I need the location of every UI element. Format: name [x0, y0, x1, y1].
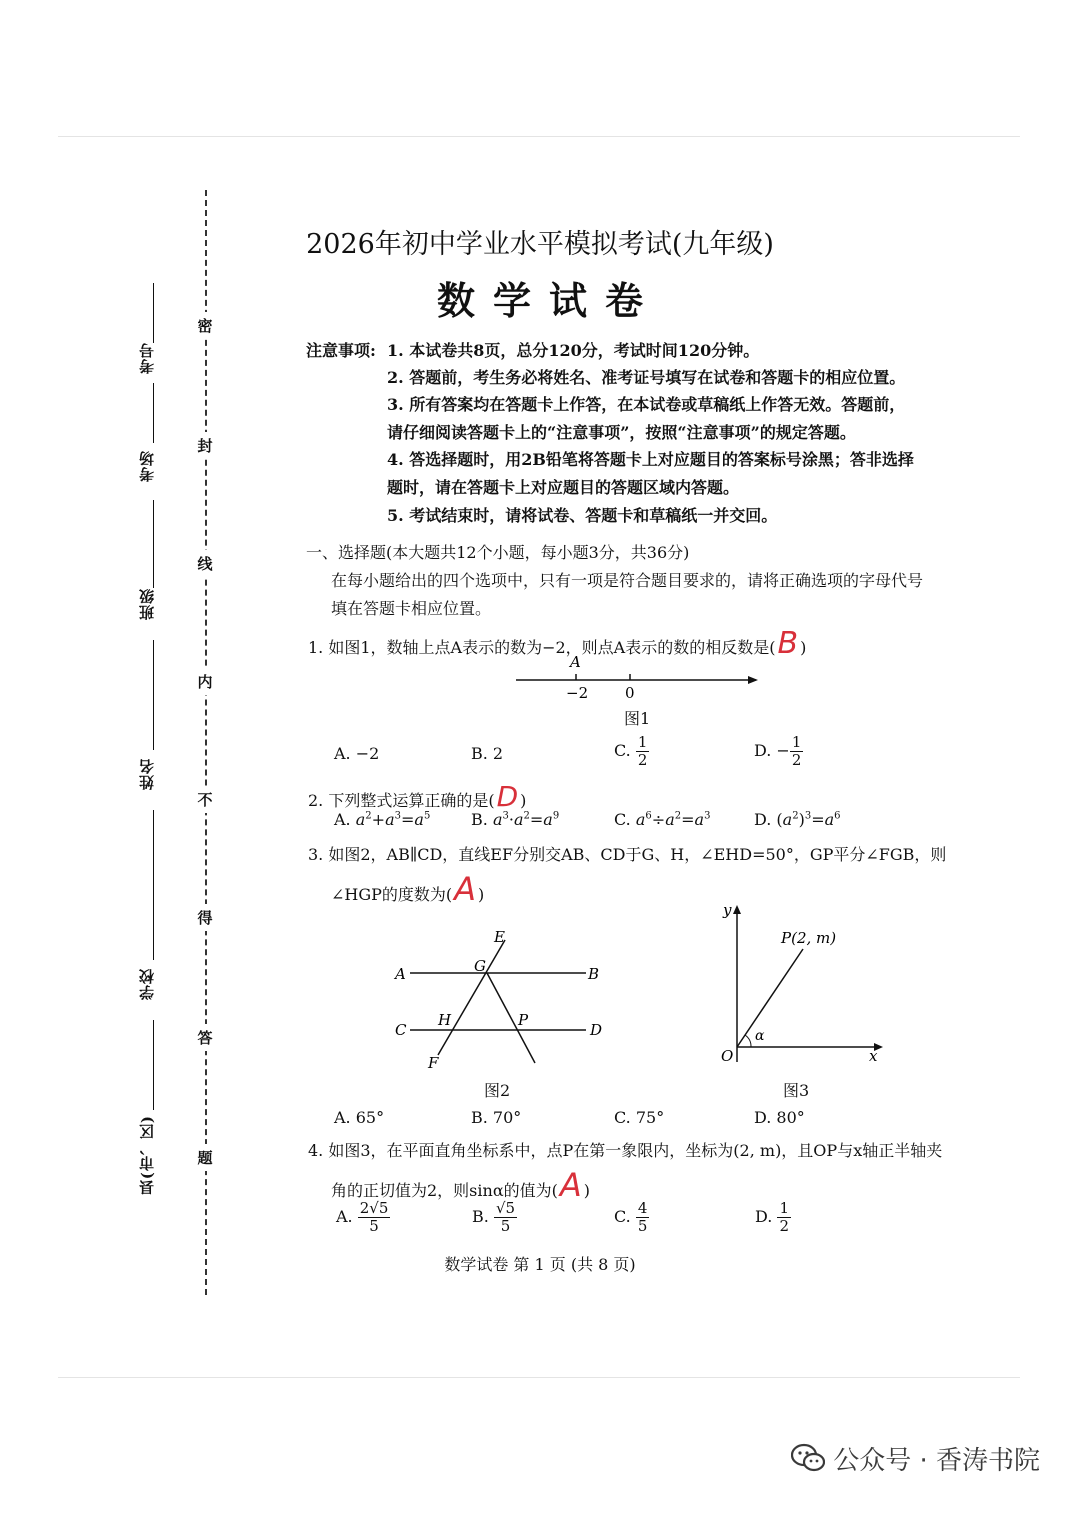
q1-option-a: A. −2	[334, 744, 380, 763]
wechat-icon	[791, 1443, 825, 1480]
seal-char: 得	[196, 904, 214, 931]
numerator: 4	[637, 1199, 648, 1217]
option-letter: D.	[755, 1207, 773, 1226]
label-g: G	[474, 957, 486, 975]
label-e: E	[494, 928, 505, 946]
fraction	[790, 734, 804, 769]
section-instruction: 在每小题给出的四个选项中，只有一项是符合题目要求的，请将正确选项的字母代号	[331, 571, 924, 590]
tick-zero-label: 0	[625, 684, 635, 700]
q1-option-c	[614, 734, 649, 769]
q4-option-c	[614, 1200, 649, 1235]
seal-char: 答	[196, 1024, 214, 1051]
y-arrow	[733, 905, 741, 914]
numerator: 1	[637, 733, 648, 751]
label-f: F	[428, 1054, 439, 1072]
option-letter: A.	[336, 1207, 353, 1226]
q3-option-d: D. 80°	[754, 1108, 805, 1127]
field-name: 姓名	[138, 758, 156, 790]
q2-text: 2. 下列整式运算正确的是(	[308, 791, 495, 810]
numerator: 2√5	[359, 1199, 389, 1217]
q2-close: )	[520, 791, 527, 810]
subject-title: 数学试卷	[436, 278, 661, 323]
angle-arc	[745, 1035, 751, 1047]
field-exam-room: 考场	[138, 450, 156, 482]
q2-option-b: B. $a^3\cdot a^2=a^9$	[471, 810, 560, 829]
q2-handwritten-answer: D	[496, 780, 519, 813]
denominator: 2	[637, 751, 648, 769]
exam-title: 2026年初中学业水平模拟考试(九年级)	[306, 229, 774, 260]
denominator: 2	[779, 1217, 789, 1235]
q3-option-c: C. 75°	[614, 1108, 665, 1127]
q4-handwritten-answer: A	[559, 1166, 582, 1204]
q3-text-line1: 3. 如图2，AB∥CD，直线EF分别交AB、CD于G、H，∠EHD=50°，GP平分∠FGB，则	[308, 845, 947, 864]
notice-item: 1. 本试卷共8页，总分120分，考试时间120分钟。	[387, 341, 760, 360]
ray-op	[737, 949, 803, 1047]
q1-close: )	[800, 638, 807, 657]
numerator: 1	[791, 733, 802, 751]
seal-char: 不	[196, 786, 214, 813]
label-y: y	[723, 901, 732, 919]
seal-line	[205, 190, 207, 1295]
arrow-head	[748, 676, 758, 684]
q1-option-b: B. 2	[471, 744, 504, 763]
seal-char: 线	[196, 550, 214, 577]
q2-stem	[308, 780, 526, 813]
q4-text-line2: 角的正切值为2，则sinα的值为(	[331, 1181, 558, 1200]
q4-option-a	[336, 1200, 390, 1235]
seal-char: 题	[196, 1144, 214, 1171]
blank-line	[153, 500, 154, 588]
numerator: √5	[495, 1199, 516, 1217]
field-county: 县(市、区)	[138, 1115, 156, 1196]
option-letter: B.	[471, 810, 488, 829]
fraction	[777, 1200, 791, 1235]
label-x: x	[869, 1047, 878, 1065]
field-class: 班级	[138, 588, 156, 620]
watermark	[791, 1440, 1040, 1480]
blank-line	[153, 1020, 154, 1110]
option-letter: A.	[334, 810, 351, 829]
blank-line	[153, 383, 154, 443]
fig3-coordinate-plane	[715, 897, 890, 1072]
notice-item: 3. 所有答案均在答题卡上作答，在本试卷或草稿纸上作答无效。答题前，	[387, 395, 906, 414]
denominator: 5	[369, 1217, 379, 1235]
fraction	[358, 1200, 391, 1235]
option-letter: D. −	[754, 741, 790, 760]
q4-close: )	[583, 1181, 591, 1200]
watermark-text: 公众号 · 香涛书院	[833, 1446, 1040, 1476]
option-letter: C.	[614, 741, 631, 760]
seal-char: 密	[196, 312, 214, 339]
fig1-caption: 图1	[624, 709, 651, 728]
blank-line	[153, 810, 154, 960]
point-a-label: A	[570, 653, 581, 671]
notice-item: 2. 答题前，考生务必将姓名、准考证号填写在试卷和答题卡的相应位置。	[387, 368, 906, 387]
label-h: H	[438, 1011, 452, 1029]
fraction	[494, 1200, 517, 1235]
q3-text-line2: ∠HGP的度数为(	[331, 885, 453, 904]
label-d: D	[590, 1021, 603, 1039]
q1-option-d	[754, 734, 803, 769]
q2-option-c: C. $a^6\div a^2=a^3$	[614, 810, 711, 829]
fraction	[636, 734, 650, 769]
label-p-point: P(2, m)	[781, 929, 837, 947]
option-letter: C.	[614, 1207, 631, 1226]
option-letter: D.	[754, 810, 772, 829]
blank-line	[153, 640, 154, 750]
q1-handwritten-answer: B	[777, 626, 799, 661]
q4-option-d	[755, 1200, 791, 1235]
q3-stem-line2	[331, 870, 484, 908]
denominator: 5	[500, 1217, 511, 1235]
section-heading: 一、选择题(本大题共12个小题，每小题3分，共36分)	[306, 543, 690, 562]
page-footer: 数学试卷 第 1 页 (共 8 页)	[444, 1255, 636, 1274]
label-a: A	[395, 965, 406, 983]
fraction	[636, 1200, 650, 1235]
section-instruction: 填在答题卡相应位置。	[331, 599, 492, 618]
fig3-caption: 图3	[783, 1081, 810, 1100]
label-c: C	[395, 1021, 407, 1039]
line-ef	[438, 940, 505, 1055]
fig2-caption: 图2	[484, 1081, 511, 1100]
q4-option-b	[472, 1200, 517, 1235]
q3-close: )	[478, 885, 485, 904]
label-alpha: α	[755, 1028, 765, 1044]
seal-char: 内	[196, 668, 214, 695]
q4-text-line1: 4. 如图3，在平面直角坐标系中，点P在第一象限内，坐标为(2, m)，且OP与x轴正半轴夹	[308, 1141, 943, 1160]
q3-handwritten-answer: A	[454, 870, 477, 908]
label-o: O	[721, 1047, 734, 1065]
q3-option-b: B. 70°	[471, 1108, 522, 1127]
field-exam-number: 考号	[138, 342, 156, 374]
label-p: P	[518, 1011, 529, 1029]
numerator: 1	[779, 1199, 789, 1217]
notice-item: 4. 答选择题时，用2B铅笔将答题卡上对应题目的答案标号涂黑；答非选择	[387, 450, 914, 469]
q2-option-d: D. $(a^2)^3=a^6$	[754, 810, 841, 829]
field-school: 学校	[138, 968, 156, 1000]
notice-item: 题时，请在答题卡上对应题目的答题区域内答题。	[387, 478, 740, 497]
tick-neg-label: −2	[566, 684, 589, 700]
q1-text: 1. 如图1，数轴上点A表示的数为−2，则点A表示的数的相反数是(	[308, 638, 776, 657]
notice-label: 注意事项:	[306, 341, 376, 360]
option-letter: C.	[614, 810, 631, 829]
label-b: B	[588, 965, 600, 983]
denominator: 5	[637, 1217, 648, 1235]
q3-option-a: A. 65°	[334, 1108, 385, 1127]
q1-number-line	[510, 650, 770, 700]
notice-item: 5. 考试结束时，请将试卷、答题卡和草稿纸一并交回。	[387, 506, 778, 525]
denominator: 2	[791, 751, 802, 769]
notice-item: 请仔细阅读答题卡上的“注意事项”，按照“注意事项”的规定答题。	[387, 423, 856, 442]
q2-option-a: A. $a^2+a^3=a^5$	[334, 810, 431, 829]
option-letter: B.	[472, 1207, 489, 1226]
fig2-parallel-lines	[390, 925, 620, 1075]
seal-char: 封	[196, 432, 214, 459]
